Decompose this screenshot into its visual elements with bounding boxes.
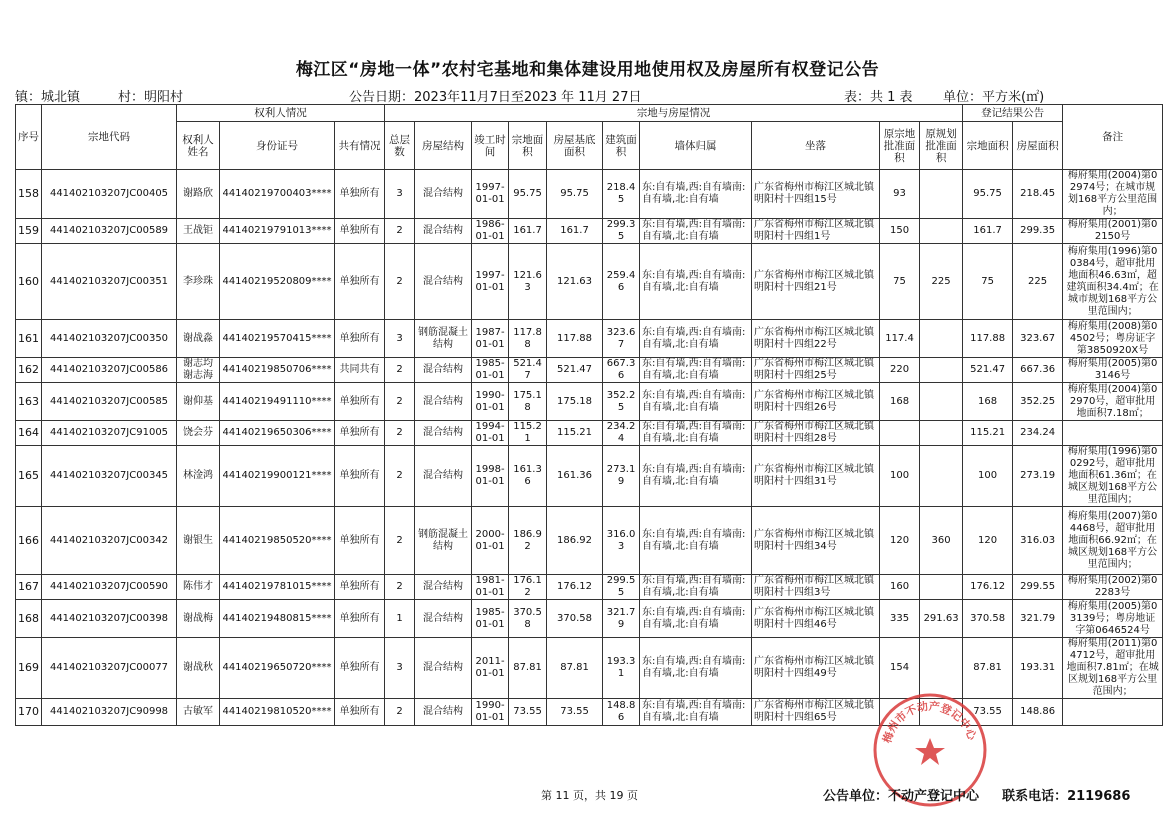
row-completed: 1986-01-01 [472,219,509,244]
row-parcel-code: 441402103207JC00405 [42,170,177,219]
row-location: 广东省梅州市梅江区城北镇明阳村十四组34号 [752,507,880,575]
row-walls: 东:自有墙,西:自有墙南:自有墙,北:自有墙 [640,320,752,358]
row-floors: 1 [385,600,415,638]
row-completed: 1985-01-01 [472,358,509,383]
row-orig-land: 93 [880,170,920,219]
row-owner-name: 陈伟才 [177,575,220,600]
row-build-area: 352.25 [603,383,640,421]
row-land-area: 73.55 [509,699,547,726]
header-share: 共有情况 [335,122,385,170]
row-orig-land [880,421,920,446]
header-completed: 竣工时间 [472,122,509,170]
row-remark: 梅府集用(2011)第04712号，超审批用地面积7.81㎡；在城区规划168平方公里范围内； [1063,638,1163,699]
row-orig-plan [920,446,963,507]
row-parcel-code: 441402103207JC00350 [42,320,177,358]
header-floors: 总层数 [385,122,415,170]
row-floors: 3 [385,638,415,699]
row-completed: 1981-01-01 [472,575,509,600]
row-completed: 1990-01-01 [472,699,509,726]
row-orig-land: 120 [880,507,920,575]
row-location: 广东省梅州市梅江区城北镇明阳村十四组49号 [752,638,880,699]
row-owner-name: 谢银生 [177,507,220,575]
row-parcel-code: 441402103207JC00077 [42,638,177,699]
issuer: 公告单位：不动产登记中心 [823,789,980,804]
row-orig-plan: 225 [920,244,963,320]
page-title: 梅江区“房地一体”农村宅基地和集体建设用地使用权及房屋所有权登记公告 [295,60,880,80]
row-completed: 1997-01-01 [472,170,509,219]
table-row [16,358,1163,383]
row-land-area: 370.58 [509,600,547,638]
table-row [16,421,1163,446]
row-base-area: 117.88 [547,320,603,358]
row-parcel-code: 441402103207JC00351 [42,244,177,320]
row-parcel-code: 441402103207JC91005 [42,421,177,446]
header-land-house-group: 宗地与房屋情况 [385,105,963,122]
registration-table [15,104,1163,726]
row-owner-name: 李珍珠 [177,244,220,320]
row-structure: 钢筋混凝土结构 [415,320,472,358]
row-parcel-code: 441402103207JC00345 [42,446,177,507]
row-land-area: 115.21 [509,421,547,446]
row-seq: 168 [16,600,42,638]
row-location: 广东省梅州市梅江区城北镇明阳村十四组65号 [752,699,880,726]
row-land-area: 161.7 [509,219,547,244]
row-remark: 梅府集用(2005)第03146号 [1063,358,1163,383]
header-structure: 房屋结构 [415,122,472,170]
row-parcel-code: 441402103207JC00590 [42,575,177,600]
row-parcel-code: 441402103207JC00342 [42,507,177,575]
row-share: 单独所有 [335,320,385,358]
row-res-land: 168 [963,383,1013,421]
row-structure: 钢筋混凝土结构 [415,507,472,575]
row-structure: 混合结构 [415,421,472,446]
row-walls: 东:自有墙,西:自有墙南:自有墙,北:自有墙 [640,170,752,219]
page-number: 第 11 页，共 19 页 [541,789,638,802]
row-remark: 梅府集用(2004)第02970号，超审批用地面积7.18㎡； [1063,383,1163,421]
row-res-house: 323.67 [1013,320,1063,358]
header-orig-land: 原宗地批准面积 [880,122,920,170]
row-walls: 东:自有墙,西:自有墙南:自有墙,北:自有墙 [640,507,752,575]
row-owner-name: 古敏军 [177,699,220,726]
row-res-house: 193.31 [1013,638,1063,699]
table-row [16,699,1163,726]
header-location: 坐落 [752,122,880,170]
row-orig-land: 160 [880,575,920,600]
row-res-land: 75 [963,244,1013,320]
row-share: 单独所有 [335,170,385,219]
row-id-no: 44140219850706**** [220,358,335,383]
row-orig-land: 168 [880,383,920,421]
row-remark: 梅府集用(2005)第03139号；粤房地证字第0646524号 [1063,600,1163,638]
row-remark: 梅府集用(2008)第04502号；粤房证字第3850920X号 [1063,320,1163,358]
row-parcel-code: 441402103207JC00589 [42,219,177,244]
header-seq: 序号 [16,105,42,170]
row-floors: 2 [385,219,415,244]
header-walls: 墙体归属 [640,122,752,170]
table-row [16,446,1163,507]
row-floors: 3 [385,170,415,219]
row-seq: 163 [16,383,42,421]
row-share: 单独所有 [335,575,385,600]
row-location: 广东省梅州市梅江区城北镇明阳村十四组25号 [752,358,880,383]
row-remark: 梅府集用(2002)第02283号 [1063,575,1163,600]
row-structure: 混合结构 [415,358,472,383]
unit-label: 单位：平方米(㎡) [943,90,1045,105]
row-res-land: 370.58 [963,600,1013,638]
row-completed: 2000-01-01 [472,507,509,575]
header-res-land: 宗地面积 [963,122,1013,170]
row-walls: 东:自有墙,西:自有墙南:自有墙,北:自有墙 [640,219,752,244]
row-completed: 1990-01-01 [472,383,509,421]
row-completed: 1994-01-01 [472,421,509,446]
row-share: 单独所有 [335,699,385,726]
row-res-house: 316.03 [1013,507,1063,575]
row-structure: 混合结构 [415,383,472,421]
row-build-area: 321.79 [603,600,640,638]
row-res-house: 273.19 [1013,446,1063,507]
footer-contact [823,785,1130,804]
row-build-area: 148.86 [603,699,640,726]
row-orig-land: 100 [880,446,920,507]
row-build-area: 316.03 [603,507,640,575]
row-owner-name: 谢战梅 [177,600,220,638]
row-floors: 3 [385,320,415,358]
row-land-area: 95.75 [509,170,547,219]
row-share: 共同共有 [335,358,385,383]
row-remark [1063,699,1163,726]
row-location: 广东省梅州市梅江区城北镇明阳村十四组1号 [752,219,880,244]
header-base-area: 房屋基底面积 [547,122,603,170]
row-owner-name: 饶会芬 [177,421,220,446]
table-row [16,244,1163,320]
row-base-area: 521.47 [547,358,603,383]
row-remark [1063,421,1163,446]
row-share: 单独所有 [335,600,385,638]
row-completed: 1985-01-01 [472,600,509,638]
row-orig-land: 117.4 [880,320,920,358]
table-row [16,219,1163,244]
row-res-land: 117.88 [963,320,1013,358]
row-location: 广东省梅州市梅江区城北镇明阳村十四组31号 [752,446,880,507]
table-row [16,170,1163,219]
header-owner-name: 权利人姓名 [177,122,220,170]
row-structure: 混合结构 [415,699,472,726]
row-share: 单独所有 [335,507,385,575]
row-base-area: 121.63 [547,244,603,320]
row-res-land: 115.21 [963,421,1013,446]
row-build-area: 218.45 [603,170,640,219]
row-res-land: 521.47 [963,358,1013,383]
row-id-no: 44140219850520**** [220,507,335,575]
row-location: 广东省梅州市梅江区城北镇明阳村十四组26号 [752,383,880,421]
row-orig-plan [920,170,963,219]
row-seq: 165 [16,446,42,507]
row-parcel-code: 441402103207JC00398 [42,600,177,638]
row-land-area: 117.88 [509,320,547,358]
row-structure: 混合结构 [415,446,472,507]
row-structure: 混合结构 [415,638,472,699]
row-location: 广东省梅州市梅江区城北镇明阳村十四组3号 [752,575,880,600]
row-orig-plan [920,219,963,244]
row-floors: 2 [385,575,415,600]
row-walls: 东:自有墙,西:自有墙南:自有墙,北:自有墙 [640,638,752,699]
row-land-area: 87.81 [509,638,547,699]
row-build-area: 193.31 [603,638,640,699]
row-floors: 2 [385,383,415,421]
row-id-no: 44140219810520**** [220,699,335,726]
row-floors: 2 [385,699,415,726]
row-seq: 164 [16,421,42,446]
header-orig-plan: 原规划批准面积 [920,122,963,170]
row-remark: 梅府集用(2007)第04468号，超审批用地面积66.92㎡；在城区规划168平方公里范围内； [1063,507,1163,575]
row-land-area: 175.18 [509,383,547,421]
row-orig-plan: 291.63 [920,600,963,638]
row-owner-name: 谢战秋 [177,638,220,699]
row-seq: 161 [16,320,42,358]
row-id-no: 44140219570415**** [220,320,335,358]
village-label: 村：明阳村 [118,90,184,105]
row-base-area: 87.81 [547,638,603,699]
row-id-no: 44140219900121**** [220,446,335,507]
row-owner-name: 谢战淼 [177,320,220,358]
table-row [16,320,1163,358]
row-walls: 东:自有墙,西:自有墙南:自有墙,北:自有墙 [640,358,752,383]
table-row [16,600,1163,638]
row-walls: 东:自有墙,西:自有墙南:自有墙,北:自有墙 [640,575,752,600]
row-remark: 梅府集用(2004)第02974号；在城市规划168平方公里范围内； [1063,170,1163,219]
row-remark: 梅府集用(2001)第02150号 [1063,219,1163,244]
row-orig-land: 150 [880,219,920,244]
seal-text: 梅州市不动产登记中心 [880,699,979,745]
row-seq: 158 [16,170,42,219]
row-floors: 2 [385,446,415,507]
row-res-house: 218.45 [1013,170,1063,219]
row-owner-name: 王战钜 [177,219,220,244]
row-seq: 169 [16,638,42,699]
row-owner-name: 林淦鸿 [177,446,220,507]
row-orig-plan [920,320,963,358]
row-base-area: 115.21 [547,421,603,446]
row-base-area: 370.58 [547,600,603,638]
row-remark: 梅府集用(1996)第00292号，超审批用地面积61.36㎡；在城区规划168平方公里范围内； [1063,446,1163,507]
row-structure: 混合结构 [415,170,472,219]
table-row [16,575,1163,600]
row-orig-land: 335 [880,600,920,638]
row-orig-plan [920,421,963,446]
row-res-house: 352.25 [1013,383,1063,421]
row-seq: 166 [16,507,42,575]
row-seq: 160 [16,244,42,320]
row-share: 单独所有 [335,446,385,507]
header-parcel-code: 宗地代码 [42,105,177,170]
row-floors: 2 [385,421,415,446]
row-orig-plan: 360 [920,507,963,575]
row-id-no: 44140219480815**** [220,600,335,638]
row-base-area: 176.12 [547,575,603,600]
row-walls: 东:自有墙,西:自有墙南:自有墙,北:自有墙 [640,699,752,726]
row-res-land: 120 [963,507,1013,575]
header-res-house: 房屋面积 [1013,122,1063,170]
row-build-area: 234.24 [603,421,640,446]
row-completed: 1998-01-01 [472,446,509,507]
row-structure: 混合结构 [415,219,472,244]
row-res-house: 148.86 [1013,699,1063,726]
row-build-area: 299.35 [603,219,640,244]
table-row [16,507,1163,575]
row-seq: 167 [16,575,42,600]
row-owner-name: 谢仰基 [177,383,220,421]
row-res-land: 73.55 [963,699,1013,726]
row-completed: 2011-01-01 [472,638,509,699]
row-land-area: 521.47 [509,358,547,383]
row-id-no: 44140219650720**** [220,638,335,699]
row-orig-land: 154 [880,638,920,699]
row-res-house: 667.36 [1013,358,1063,383]
row-parcel-code: 441402103207JC00585 [42,383,177,421]
row-id-no: 44140219520809**** [220,244,335,320]
row-res-house: 299.55 [1013,575,1063,600]
row-id-no: 44140219700403**** [220,170,335,219]
row-share: 单独所有 [335,638,385,699]
row-res-land: 176.12 [963,575,1013,600]
row-walls: 东:自有墙,西:自有墙南:自有墙,北:自有墙 [640,244,752,320]
row-parcel-code: 441402103207JC00586 [42,358,177,383]
row-base-area: 161.7 [547,219,603,244]
row-location: 广东省梅州市梅江区城北镇明阳村十四组22号 [752,320,880,358]
row-structure: 混合结构 [415,600,472,638]
row-base-area: 73.55 [547,699,603,726]
table-row [16,383,1163,421]
row-share: 单独所有 [335,244,385,320]
row-walls: 东:自有墙,西:自有墙南:自有墙,北:自有墙 [640,421,752,446]
row-remark: 梅府集用(1996)第00384号，超审批用地面积46.63㎡，超建筑面积34.4㎡；在城市规划168平方公里范围内； [1063,244,1163,320]
row-share: 单独所有 [335,421,385,446]
row-build-area: 667.36 [603,358,640,383]
town-label: 镇：城北镇 [15,90,81,105]
table-count: 表：共 1 表 [844,90,913,105]
row-base-area: 175.18 [547,383,603,421]
header-remarks: 备注 [1063,105,1163,170]
row-walls: 东:自有墙,西:自有墙南:自有墙,北:自有墙 [640,383,752,421]
row-id-no: 44140219791013**** [220,219,335,244]
row-structure: 混合结构 [415,244,472,320]
row-parcel-code: 441402103207JC90998 [42,699,177,726]
row-res-land: 95.75 [963,170,1013,219]
row-completed: 1997-01-01 [472,244,509,320]
row-orig-land: 75 [880,244,920,320]
row-location: 广东省梅州市梅江区城北镇明阳村十四组15号 [752,170,880,219]
row-floors: 2 [385,358,415,383]
row-res-land: 87.81 [963,638,1013,699]
row-land-area: 121.63 [509,244,547,320]
row-build-area: 259.46 [603,244,640,320]
row-orig-plan [920,358,963,383]
row-id-no: 44140219650306**** [220,421,335,446]
table-row [16,638,1163,699]
row-land-area: 161.36 [509,446,547,507]
row-location: 广东省梅州市梅江区城北镇明阳村十四组46号 [752,600,880,638]
phone: 联系电话：2119686 [1002,789,1131,804]
row-build-area: 299.55 [603,575,640,600]
header-owner-group: 权利人情况 [177,105,385,122]
row-base-area: 95.75 [547,170,603,219]
header-land-area: 宗地面积 [509,122,547,170]
row-base-area: 161.36 [547,446,603,507]
row-seq: 162 [16,358,42,383]
row-floors: 2 [385,507,415,575]
row-res-house: 234.24 [1013,421,1063,446]
row-owner-name: 谢志均谢志海 [177,358,220,383]
row-build-area: 323.67 [603,320,640,358]
row-res-land: 100 [963,446,1013,507]
row-location: 广东省梅州市梅江区城北镇明阳村十四组28号 [752,421,880,446]
row-owner-name: 谢路欣 [177,170,220,219]
row-land-area: 176.12 [509,575,547,600]
row-build-area: 273.19 [603,446,640,507]
header-build-area: 建筑面积 [603,122,640,170]
row-land-area: 186.92 [509,507,547,575]
row-walls: 东:自有墙,西:自有墙南:自有墙,北:自有墙 [640,446,752,507]
row-seq: 159 [16,219,42,244]
row-id-no: 44140219781015**** [220,575,335,600]
row-seq: 170 [16,699,42,726]
row-base-area: 186.92 [547,507,603,575]
row-orig-plan [920,383,963,421]
row-structure: 混合结构 [415,575,472,600]
row-floors: 2 [385,244,415,320]
row-location: 广东省梅州市梅江区城北镇明阳村十四组21号 [752,244,880,320]
row-res-house: 321.79 [1013,600,1063,638]
row-walls: 东:自有墙,西:自有墙南:自有墙,北:自有墙 [640,600,752,638]
row-res-house: 299.35 [1013,219,1063,244]
header-result-group: 登记结果公告 [963,105,1063,122]
row-orig-land: 220 [880,358,920,383]
announcement-date: 公告日期：2023年11月7日至2023 年 11月 27日 [349,90,642,105]
row-share: 单独所有 [335,219,385,244]
row-share: 单独所有 [335,383,385,421]
row-completed: 1987-01-01 [472,320,509,358]
row-orig-plan [920,575,963,600]
header-id-no: 身份证号 [220,122,335,170]
row-id-no: 44140219491110**** [220,383,335,421]
row-res-house: 225 [1013,244,1063,320]
row-res-land: 161.7 [963,219,1013,244]
